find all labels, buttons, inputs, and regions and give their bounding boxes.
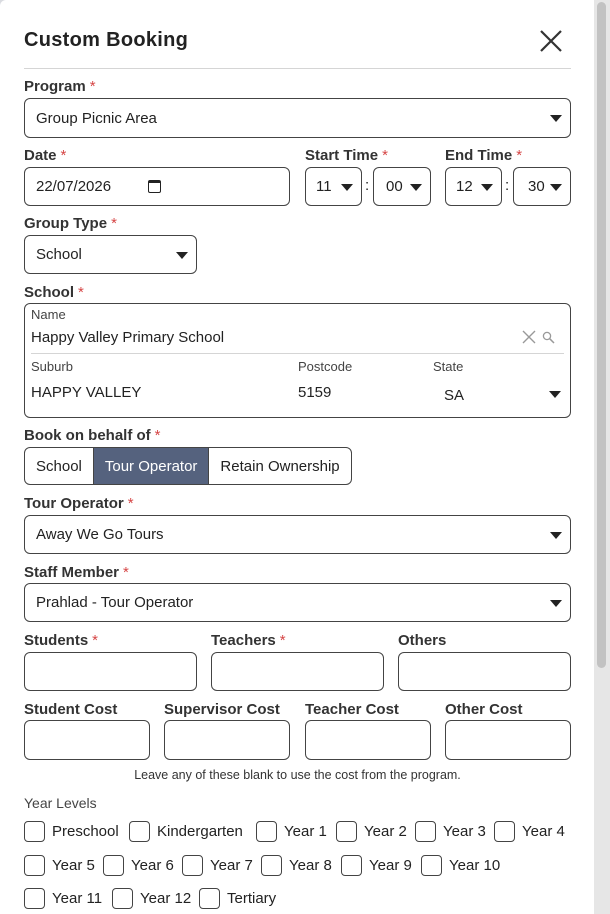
checkbox-box[interactable]	[129, 821, 150, 842]
checkbox-box[interactable]	[24, 855, 45, 876]
close-icon[interactable]	[537, 27, 565, 55]
modal-title: Custom Booking	[24, 29, 189, 51]
checkbox-box[interactable]	[182, 855, 203, 876]
year-level-checkbox[interactable]	[336, 821, 407, 842]
supervisor-cost-input[interactable]	[164, 720, 290, 760]
start-hour-select[interactable]	[305, 167, 362, 206]
calendar-icon[interactable]	[148, 180, 161, 193]
year-level-checkbox[interactable]	[129, 821, 243, 842]
end-hour-select[interactable]	[445, 167, 502, 206]
students-label: Students *	[24, 632, 99, 649]
program-select[interactable]	[24, 98, 571, 138]
behalf-option-tour-operator[interactable]: Tour Operator	[93, 448, 209, 484]
scrollbar-thumb[interactable]	[597, 2, 606, 668]
chevron-down-icon	[176, 252, 188, 259]
teacher-cost-label: Teacher Cost	[305, 701, 399, 718]
end-time-label: End Time *	[445, 147, 523, 164]
search-icon[interactable]	[542, 331, 555, 344]
year-level-checkbox[interactable]	[103, 855, 174, 876]
behalf-option-retain-ownership[interactable]: Retain Ownership	[208, 448, 350, 484]
group-type-select[interactable]	[24, 235, 197, 274]
modal-scrollbar[interactable]	[594, 0, 610, 914]
date-value: 22/07/2026	[36, 178, 112, 195]
postcode-label: Postcode	[298, 359, 353, 374]
book-on-behalf-toggle	[24, 447, 352, 485]
checkbox-box[interactable]	[256, 821, 277, 842]
header-divider	[24, 68, 571, 69]
cost-note: Leave any of these blank to use the cost from the program.	[134, 768, 461, 782]
year-level-label: Year 12	[140, 890, 192, 907]
student-cost-label: Student Cost	[24, 701, 118, 718]
year-level-checkbox[interactable]	[494, 821, 565, 842]
year-level-checkbox[interactable]	[24, 855, 95, 876]
year-level-label: Tertiary	[227, 890, 277, 907]
others-input[interactable]	[398, 652, 571, 691]
start-minute-select[interactable]	[373, 167, 431, 206]
year-level-label: Year 3	[443, 823, 486, 840]
date-label: Date *	[24, 147, 67, 164]
year-level-checkbox[interactable]	[112, 888, 191, 909]
end-minute-select[interactable]	[513, 167, 571, 206]
staff-member-select[interactable]	[24, 583, 571, 622]
group-type-value: School	[36, 246, 82, 263]
year-level-checkbox[interactable]	[421, 855, 500, 876]
checkbox-box[interactable]	[103, 855, 124, 876]
year-level-label: Year 8	[289, 857, 332, 874]
clear-icon[interactable]	[522, 330, 536, 344]
year-level-checkbox[interactable]	[24, 888, 102, 909]
students-input[interactable]	[24, 652, 197, 691]
checkbox-box[interactable]	[494, 821, 515, 842]
checkbox-box[interactable]	[24, 888, 45, 909]
end-minute-value: 30	[528, 178, 545, 195]
teacher-cost-input[interactable]	[305, 720, 431, 760]
chevron-down-icon	[550, 532, 562, 539]
behalf-option-school[interactable]: School	[36, 457, 82, 475]
checkbox-box[interactable]	[421, 855, 442, 876]
year-level-checkbox[interactable]	[415, 821, 486, 842]
year-level-label: Year 9	[369, 857, 412, 874]
year-level-label: Year 4	[522, 823, 565, 840]
tour-operator-select[interactable]	[24, 515, 571, 554]
group-type-label: Group Type *	[24, 215, 117, 232]
year-level-label: Preschool	[52, 823, 119, 840]
year-level-label: Year 1	[284, 823, 327, 840]
chevron-down-icon	[410, 184, 422, 191]
checkbox-box[interactable]	[336, 821, 357, 842]
checkbox-box[interactable]	[261, 855, 282, 876]
chevron-down-icon	[549, 391, 561, 398]
start-minute-value: 00	[386, 178, 403, 195]
year-levels-label: Year Levels	[24, 795, 97, 811]
teachers-input[interactable]	[211, 652, 384, 691]
start-hour-value: 11	[316, 178, 332, 195]
year-level-label: Year 6	[131, 857, 174, 874]
book-on-behalf-label: Book on behalf of *	[24, 427, 161, 444]
postcode-value: 5159	[298, 384, 332, 401]
teachers-label: Teachers *	[211, 632, 286, 649]
year-level-checkbox[interactable]	[341, 855, 412, 876]
year-level-checkbox[interactable]	[256, 821, 327, 842]
suburb-value: HAPPY VALLEY	[31, 384, 142, 401]
suburb-label: Suburb	[31, 359, 73, 374]
staff-member-label: Staff Member *	[24, 564, 129, 581]
tour-operator-label: Tour Operator *	[24, 495, 134, 512]
chevron-down-icon	[481, 184, 493, 191]
checkbox-box[interactable]	[24, 821, 45, 842]
other-cost-input[interactable]	[445, 720, 571, 760]
state-value: SA	[444, 387, 465, 404]
year-level-label: Year 7	[210, 857, 253, 874]
start-time-separator: :	[365, 177, 370, 194]
year-level-checkbox[interactable]	[182, 855, 253, 876]
others-label: Others	[398, 632, 447, 649]
tour-operator-value: Away We Go Tours	[36, 526, 164, 543]
staff-member-value: Prahlad - Tour Operator	[36, 594, 194, 611]
year-level-label: Year 2	[364, 823, 407, 840]
other-cost-label: Other Cost	[445, 701, 523, 718]
school-panel	[24, 303, 571, 418]
chevron-down-icon	[550, 600, 562, 607]
checkbox-box[interactable]	[112, 888, 133, 909]
checkbox-box[interactable]	[341, 855, 362, 876]
checkbox-box[interactable]	[415, 821, 436, 842]
chevron-down-icon	[341, 184, 353, 191]
year-level-label: Year 11	[52, 890, 103, 907]
chevron-down-icon	[550, 184, 562, 191]
school-label: School *	[24, 284, 84, 301]
date-input[interactable]	[24, 167, 290, 206]
year-level-checkbox[interactable]	[199, 888, 276, 909]
year-level-checkbox[interactable]	[24, 821, 119, 842]
year-level-label: Year 10	[449, 857, 501, 874]
student-cost-input[interactable]	[24, 720, 150, 760]
program-label: Program *	[24, 78, 96, 95]
supervisor-cost-label: Supervisor Cost	[164, 701, 280, 718]
checkbox-box[interactable]	[199, 888, 220, 909]
school-name-value[interactable]: Happy Valley Primary School	[31, 329, 225, 346]
end-hour-value: 12	[456, 178, 473, 195]
start-time-label: Start Time *	[305, 147, 388, 164]
state-select[interactable]	[433, 378, 563, 410]
year-level-checkbox[interactable]	[261, 855, 332, 876]
state-label: State	[433, 359, 464, 374]
year-level-label: Kindergarten	[157, 823, 243, 840]
chevron-down-icon	[550, 115, 562, 122]
school-divider	[31, 353, 564, 354]
end-time-separator: :	[505, 177, 510, 194]
year-level-label: Year 5	[52, 857, 95, 874]
program-value: Group Picnic Area	[36, 109, 157, 127]
school-name-label: Name	[31, 307, 66, 322]
